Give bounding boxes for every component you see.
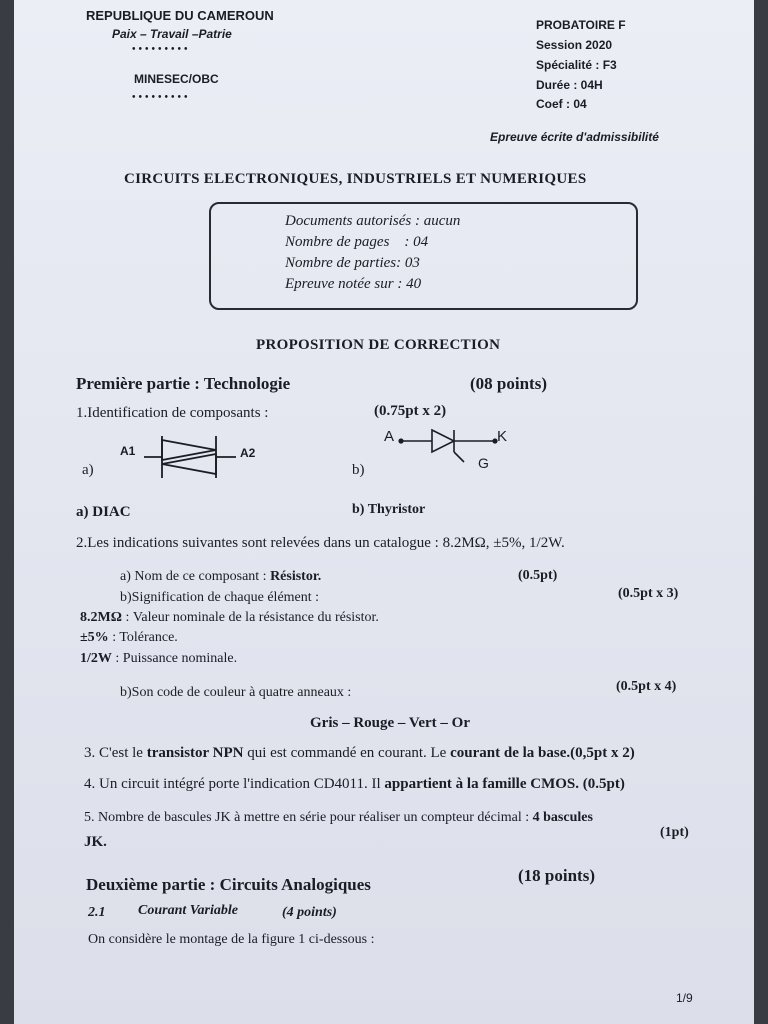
meaning-tolerance-text: : Tolérance. <box>108 630 178 645</box>
q5-bold: 4 bascules <box>532 810 593 825</box>
meaning-value-key: 8.2MΩ <box>80 610 122 625</box>
exam-duration: Durée : 04H <box>536 78 603 92</box>
section-2-1-points: (4 points) <box>282 905 337 920</box>
q3-bold2: courant de la base. <box>450 745 571 761</box>
diac-pin-a1: A1 <box>120 444 136 458</box>
q4-line <box>84 776 625 793</box>
q3-bold1: transistor NPN <box>146 745 244 761</box>
q3-middle: qui est commandé en courant. Le <box>243 745 451 761</box>
national-motto: Paix – Travail –Patrie <box>112 27 232 41</box>
correction-title: PROPOSITION DE CORRECTION <box>256 337 501 353</box>
meaning-value-text: : Valeur nominale de la résistance du résistor. <box>121 610 379 625</box>
ministry-dots: ••••••••• <box>132 92 191 103</box>
thyristor-pin-k: K <box>497 428 508 445</box>
q4-points: (0.5pt) <box>579 776 625 792</box>
part1-title: Première partie : Technologie <box>76 374 291 393</box>
country-name: REPUBLIQUE DU CAMEROUN <box>86 8 274 23</box>
documents-allowed: Documents autorisés : aucun <box>285 213 461 229</box>
exam-info-box <box>209 202 638 310</box>
subject-title: CIRCUITS ELECTRONIQUES, INDUSTRIELS ET NUMERIQUES <box>124 171 587 187</box>
part1-points: (08 points) <box>470 374 547 393</box>
q2a-points: (0.5pt) <box>518 568 558 583</box>
figure-b-label: b) <box>352 462 365 478</box>
meaning-tolerance-key: ±5% <box>80 630 109 645</box>
part2-points: (18 points) <box>518 866 595 885</box>
exam-type: Epreuve écrite d'admissibilité <box>490 130 659 144</box>
motto-dots: ••••••••• <box>132 44 191 55</box>
q5-prefix: 5. Nombre de bascules JK à mettre en série pour réaliser un compteur décimal : <box>84 810 533 825</box>
exam-name: PROBATOIRE F <box>536 18 626 32</box>
q2c-points: (0.5pt x 4) <box>616 679 677 694</box>
q2c-label: b)Son code de couleur à quatre anneaux : <box>120 685 352 700</box>
q3-prefix: 3. C'est le <box>84 745 147 761</box>
q4-prefix: 4. Un circuit intégré porte l'indication CD4011. Il <box>84 776 385 792</box>
thyristor-pin-g: G <box>478 455 489 471</box>
thyristor-pin-a: A <box>384 428 395 445</box>
diac-pin-a2: A2 <box>240 446 256 460</box>
ministry-label: MINESEC/OBC <box>134 72 219 86</box>
meaning-value <box>80 610 379 626</box>
figure-a-label: a) <box>82 462 94 478</box>
answer-diac: a) DIAC <box>76 504 131 520</box>
q2a-line <box>120 569 321 585</box>
exam-session: Session 2020 <box>536 38 613 52</box>
q4-bold: appartient à la famille CMOS. <box>384 776 579 792</box>
meaning-tolerance <box>80 630 178 646</box>
q3-line <box>84 745 635 762</box>
q5-line <box>84 810 593 826</box>
q5-points: (1pt) <box>660 825 689 840</box>
page-number: 1/9 <box>676 991 693 1005</box>
meaning-power <box>80 651 237 667</box>
section-2-1-title: Courant Variable <box>138 903 238 918</box>
exam-page <box>14 0 754 1024</box>
q2a-answer: Résistor. <box>270 569 322 584</box>
q2b-label: b)Signification de chaque élément : <box>120 590 320 605</box>
color-code-answer: Gris – Rouge – Vert – Or <box>310 715 470 731</box>
q2a-question: a) Nom de ce composant : <box>120 569 271 584</box>
answer-thyristor: b) Thyristor <box>352 502 426 517</box>
diac-symbol <box>140 432 240 482</box>
exam-speciality: Spécialité : F3 <box>536 58 617 72</box>
part-count: Nombre de parties: 03 <box>285 255 420 271</box>
q5-line2: JK. <box>84 834 107 850</box>
q1-label: 1.Identification de composants : <box>76 405 269 421</box>
exam-coef: Coef : 04 <box>536 97 587 111</box>
meaning-power-key: 1/2W <box>80 651 112 666</box>
q1-points: (0.75pt x 2) <box>374 403 447 419</box>
part2-title: Deuxième partie : Circuits Analogiques <box>86 875 371 894</box>
page-count: Nombre de pages : 04 <box>285 234 429 250</box>
thyristor-symbol <box>396 424 500 470</box>
q3-points: (0,5pt x 2) <box>570 745 635 761</box>
section-2-1-intro: On considère le montage de la figure 1 ci-dessous : <box>88 932 375 947</box>
total-score: Epreuve notée sur : 40 <box>285 276 422 292</box>
meaning-power-text: : Puissance nominale. <box>111 651 238 666</box>
section-2-1-number: 2.1 <box>88 905 106 920</box>
q2b-points: (0.5pt x 3) <box>618 586 679 601</box>
q2-label: 2.Les indications suivantes sont relevées dans un catalogue : 8.2MΩ, ±5%, 1/2W. <box>76 535 565 551</box>
